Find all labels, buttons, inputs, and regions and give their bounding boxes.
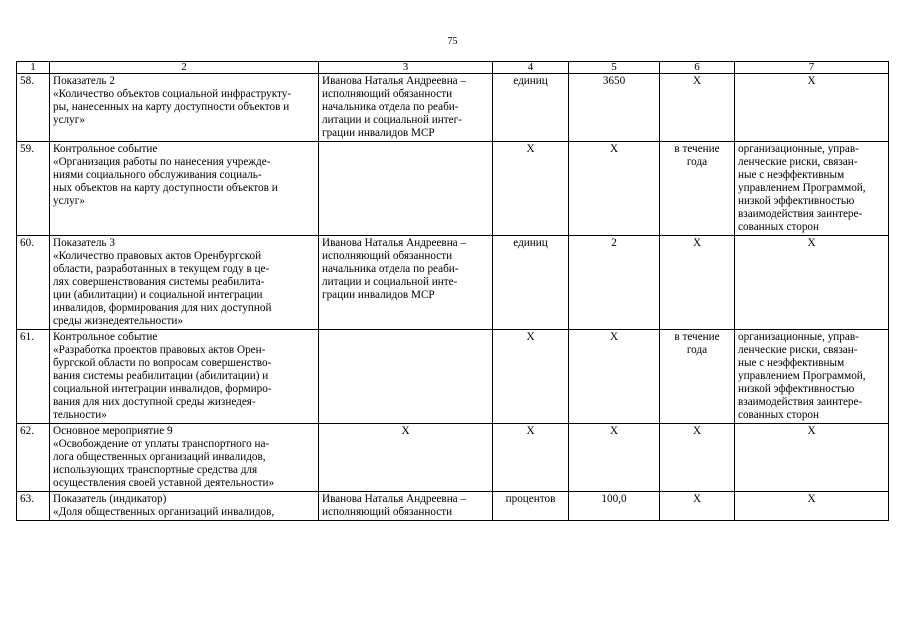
- risk-line: Х: [807, 237, 816, 249]
- responsible-line: начальника отдела по реаби-: [322, 101, 459, 113]
- value-cell: 2: [569, 236, 660, 330]
- event-name-line: вания для них доступной среды жизнедея-: [53, 396, 256, 408]
- term-line: Х: [692, 493, 702, 505]
- event-name-line: использующих транспортные средства для: [53, 464, 258, 476]
- unit-cell: единиц: [493, 236, 569, 330]
- unit-cell: Х: [493, 330, 569, 424]
- risk-line: низкой эффективностью: [738, 195, 855, 207]
- responsible-line: грации инвалидов МСР: [322, 289, 435, 301]
- risk-cell: [735, 74, 889, 142]
- risk-line: взаимодействия заинтере-: [738, 396, 863, 408]
- responsible-person: [319, 236, 493, 330]
- risk-cell: [735, 424, 889, 492]
- header-cell: 3: [319, 62, 493, 74]
- responsible-person: [319, 492, 493, 521]
- value-cell: 100,0: [569, 492, 660, 521]
- risk-cell: [735, 492, 889, 521]
- value-cell: Х: [569, 330, 660, 424]
- row-number: 63.: [17, 492, 50, 521]
- event-name-line: Основное мероприятие 9: [53, 425, 173, 437]
- responsible-line: грации инвалидов МСР: [322, 127, 435, 139]
- term-cell: [660, 330, 735, 424]
- table-row: [17, 142, 889, 236]
- row-number: 61.: [17, 330, 50, 424]
- event-name-line: социальной интеграции инвалидов, формиро-: [53, 383, 272, 395]
- responsible-line: исполняющий обязанности: [322, 88, 453, 100]
- table-row: [17, 492, 889, 521]
- risk-cell: [735, 330, 889, 424]
- event-name-line: «Освобождение от уплаты транспортного на-: [53, 438, 270, 450]
- responsible-person: [319, 330, 493, 424]
- term-cell: [660, 74, 735, 142]
- responsible-line: Иванова Наталья Андреевна –: [322, 237, 467, 249]
- risk-cell: [735, 142, 889, 236]
- risk-line: управлением Программой,: [738, 370, 866, 382]
- responsible-person: [319, 74, 493, 142]
- risk-line: Х: [807, 75, 816, 87]
- event-name-line: Контрольное событие: [53, 143, 158, 155]
- table-row: [17, 236, 889, 330]
- risk-line: сованных сторон: [738, 221, 820, 233]
- term-cell: [660, 492, 735, 521]
- header-cell: 2: [50, 62, 319, 74]
- table-row: [17, 330, 889, 424]
- event-name-line: лога общественных организаций инвалидов,: [53, 451, 266, 463]
- responsible-line: литации и социальной интег-: [322, 114, 462, 126]
- risk-line: организационные, управ-: [738, 331, 859, 343]
- event-name-line: инвалидов, формирования для них доступной: [53, 302, 272, 314]
- risk-line: Х: [807, 425, 816, 437]
- responsible-line: Иванова Наталья Андреевна –: [322, 493, 467, 505]
- responsible-line: исполняющий обязанности: [322, 506, 453, 518]
- term-line: в течение: [674, 331, 720, 343]
- event-name-line: ции (абилитации) и социальной интеграции: [53, 289, 263, 301]
- value-cell: Х: [569, 142, 660, 236]
- table-body: [17, 74, 889, 521]
- row-number: 62.: [17, 424, 50, 492]
- term-cell: [660, 424, 735, 492]
- event-name-line: осуществления своей уставной деятельности»: [53, 477, 275, 489]
- event-name-line: «Разработка проектов правовых актов Орен-: [53, 344, 266, 356]
- responsible-person: [319, 142, 493, 236]
- header-cell: 1: [17, 62, 50, 74]
- event-name-line: Показатель 3: [53, 237, 115, 249]
- plan-table: [16, 61, 889, 521]
- risk-line: управлением Программой,: [738, 182, 866, 194]
- event-name-line: среды жизнедеятельности»: [53, 315, 183, 327]
- row-number: 60.: [17, 236, 50, 330]
- unit-cell: единиц: [493, 74, 569, 142]
- responsible-line: исполняющий обязанности: [322, 250, 453, 262]
- event-name: [50, 492, 319, 521]
- event-name-line: ниями социального обслуживания социаль-: [53, 169, 262, 181]
- responsible-line: литации и социальной инте-: [322, 276, 458, 288]
- page-number: 75: [447, 36, 458, 47]
- term-line: Х: [692, 237, 702, 249]
- risk-line: организационные, управ-: [738, 143, 859, 155]
- value-cell: 3650: [569, 74, 660, 142]
- responsible-line: Х: [401, 425, 410, 437]
- term-line: года: [686, 156, 708, 168]
- risk-line: ные с неэффективным: [738, 169, 845, 181]
- event-name: [50, 236, 319, 330]
- event-name-line: Контрольное событие: [53, 331, 158, 343]
- risk-line: низкой эффективностью: [738, 383, 855, 395]
- unit-cell: Х: [493, 142, 569, 236]
- row-number: 58.: [17, 74, 50, 142]
- event-name-line: области, разработанных в текущем году в це-: [53, 263, 270, 275]
- event-name-line: «Организация работы по нанесения учрежде-: [53, 156, 271, 168]
- event-name: [50, 424, 319, 492]
- header-cell: 4: [493, 62, 569, 74]
- header-cell: 5: [569, 62, 660, 74]
- term-line: в течение: [674, 143, 720, 155]
- term-line: Х: [692, 425, 702, 437]
- event-name-line: ры, нанесенных на карту доступности объектов и: [53, 101, 290, 113]
- responsible-line: Иванова Наталья Андреевна –: [322, 75, 467, 87]
- header-row: [17, 62, 889, 74]
- event-name-line: вания системы реабилитации (абилитации) и: [53, 370, 269, 382]
- term-line: года: [686, 344, 708, 356]
- unit-cell: Х: [493, 424, 569, 492]
- event-name: [50, 142, 319, 236]
- risk-line: ные с неэффективным: [738, 357, 845, 369]
- event-name-line: «Доля общественных организаций инвалидов,: [53, 506, 275, 518]
- table-row: [17, 424, 889, 492]
- event-name-line: бургской области по вопросам совершенство-: [53, 357, 272, 369]
- risk-line: ленческие риски, связан-: [738, 344, 858, 356]
- term-cell: [660, 142, 735, 236]
- event-name-line: услуг»: [53, 195, 85, 207]
- term-line: Х: [692, 75, 702, 87]
- risk-line: ленческие риски, связан-: [738, 156, 858, 168]
- event-name-line: Показатель 2: [53, 75, 115, 87]
- event-name: [50, 330, 319, 424]
- risk-line: взаимодействия заинтере-: [738, 208, 863, 220]
- event-name-line: Показатель (индикатор): [53, 493, 167, 505]
- event-name-line: ных объектов на карту доступности объектов и: [53, 182, 278, 194]
- risk-cell: [735, 236, 889, 330]
- event-name-line: «Количество объектов социальной инфраструкту-: [53, 88, 292, 100]
- event-name-line: лях совершенствования системы реабилита-: [53, 276, 265, 288]
- unit-cell: процентов: [493, 492, 569, 521]
- table-row: [17, 74, 889, 142]
- event-name: [50, 74, 319, 142]
- responsible-line: начальника отдела по реаби-: [322, 263, 459, 275]
- event-name-line: «Количество правовых актов Оренбургской: [53, 250, 262, 262]
- header-cell: 7: [735, 62, 889, 74]
- risk-line: Х: [807, 493, 816, 505]
- header-cell: 6: [660, 62, 735, 74]
- event-name-line: услуг»: [53, 114, 85, 126]
- responsible-person: [319, 424, 493, 492]
- event-name-line: тельности»: [53, 409, 107, 421]
- risk-line: сованных сторон: [738, 409, 820, 421]
- row-number: 59.: [17, 142, 50, 236]
- value-cell: Х: [569, 424, 660, 492]
- term-cell: [660, 236, 735, 330]
